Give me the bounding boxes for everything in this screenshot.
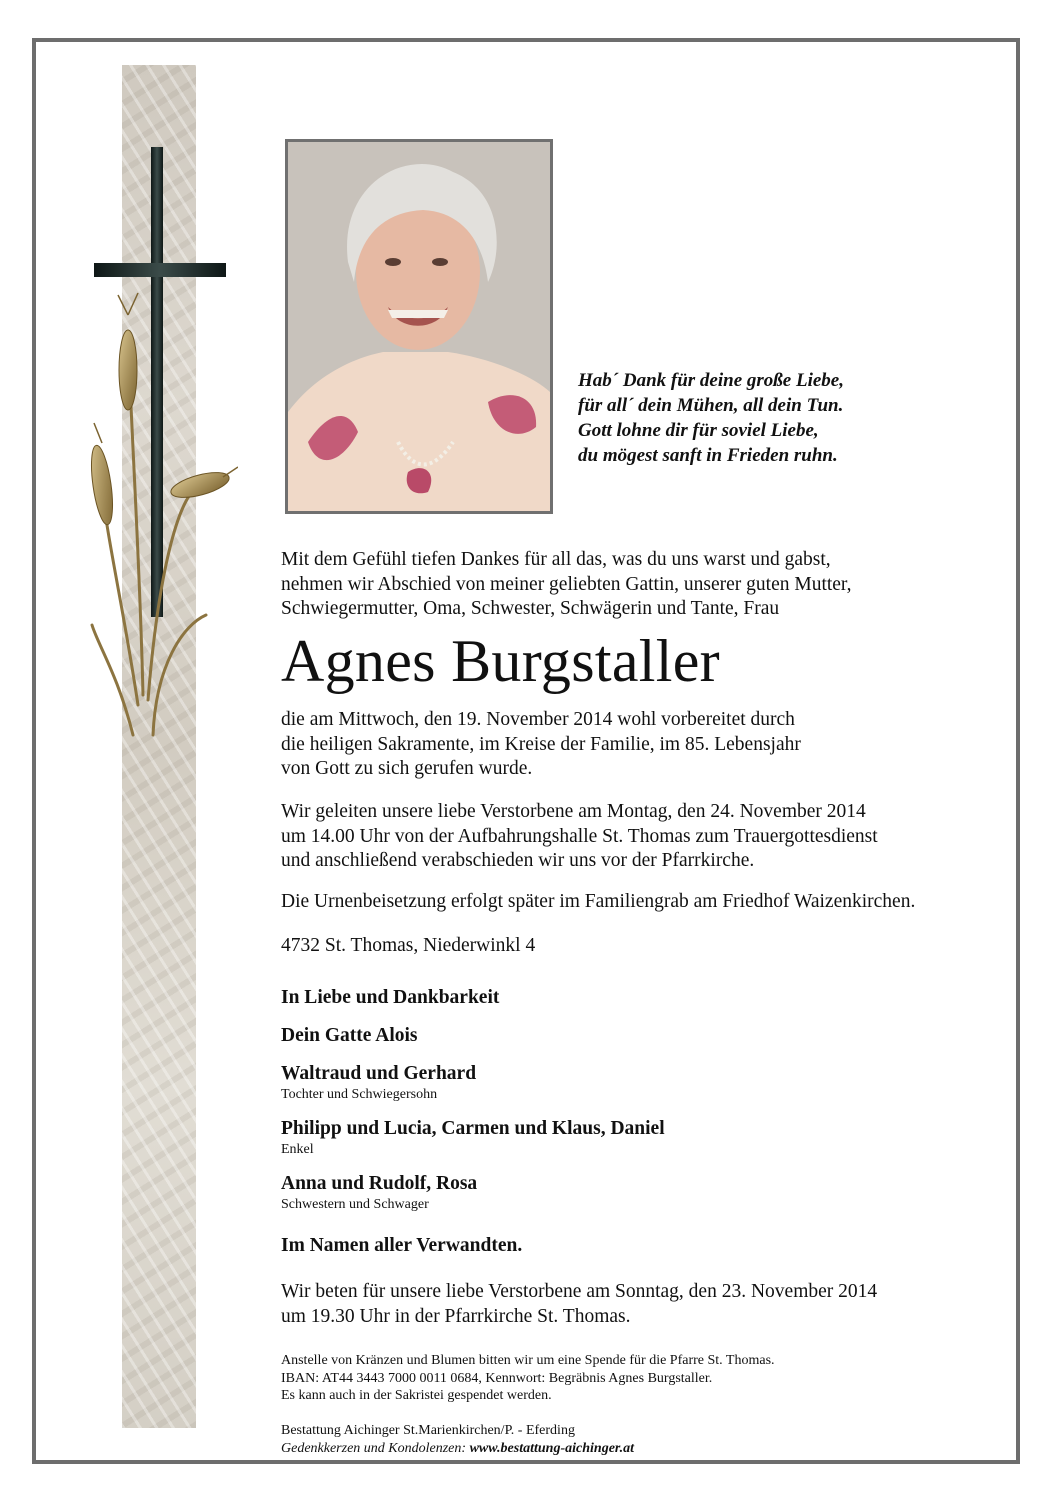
address: 4732 St. Thomas, Niederwinkl 4	[281, 935, 536, 956]
mourner-names: Philipp und Lucia, Carmen und Klaus, Daniel	[281, 1118, 665, 1139]
urn-paragraph: Die Urnenbeisetzung erfolgt später im Familiengrab am Friedhof Waizenkirchen.	[281, 891, 916, 912]
intro-line: Mit dem Gefühl tiefen Dankes für all das, was du uns warst und gabst,	[281, 549, 831, 570]
death-line: die heiligen Sakramente, im Kreise der Familie, im 85. Lebensjahr	[281, 733, 801, 755]
poem-line: Gott lohne dir für soviel Liebe,	[578, 420, 819, 441]
poem-line: für all´ dein Mühen, all dein Tun.	[578, 395, 844, 416]
funeral-line: und anschließend verabschieden wir uns vor der Pfarrkirche.	[281, 850, 755, 871]
condolence-link[interactable]: www.bestattung-aichinger.at	[469, 1440, 634, 1456]
undertaker-name: Bestattung Aichinger St.Marienkirchen/P. - Eferding	[281, 1423, 575, 1438]
mourner-names: Anna und Rudolf, Rosa	[281, 1173, 478, 1194]
funeral-paragraph	[281, 800, 878, 874]
poem-line: Hab´ Dank für deine große Liebe,	[578, 370, 844, 391]
deceased-name: Agnes Burgstaller	[281, 628, 720, 694]
prayer-line: Wir beten für unsere liebe Verstorbene am Sonntag, den 23. November 2014	[281, 1281, 878, 1302]
donation-line: Anstelle von Kränzen und Blumen bitten wir um eine Spende für die Pfarre St. Thomas.	[281, 1353, 775, 1368]
mourner-entry	[281, 1024, 418, 1049]
condolence-label: Gedenkkerzen und Kondolenzen:	[281, 1440, 467, 1456]
donation-line: Es kann auch in der Sakristei gespendet werden.	[281, 1388, 552, 1403]
prayer-line: um 19.30 Uhr in der Pfarrkirche St. Thomas.	[281, 1305, 631, 1327]
intro-line: Schwiegermutter, Oma, Schwester, Schwägerin und Tante, Frau	[281, 598, 780, 619]
donation-line: IBAN: AT44 3443 7000 0011 0684, Kennwort: Begräbnis Agnes Burgstaller.	[281, 1370, 713, 1386]
mourner-relation: Schwestern und Schwager	[281, 1196, 429, 1212]
prayer-paragraph	[281, 1280, 877, 1329]
mourner-entry	[281, 1172, 477, 1213]
donation-note	[281, 1352, 775, 1405]
mourner-names: Dein Gatte Alois	[281, 1025, 418, 1046]
funeral-line: um 14.00 Uhr von der Aufbahrungshalle St. Thomas zum Trauergottesdienst	[281, 825, 878, 847]
intro-line: nehmen wir Abschied von meiner geliebten Gattin, unserer guten Mutter,	[281, 573, 852, 595]
death-line: die am Mittwoch, den 19. November 2014 wohl vorbereitet durch	[281, 709, 795, 730]
mourner-entry	[281, 1062, 476, 1103]
mourner-relation: Enkel	[281, 1141, 314, 1157]
cross-with-wheat-icon	[88, 145, 238, 745]
death-paragraph	[281, 708, 801, 782]
mourner-names: Waltraud und Gerhard	[281, 1063, 477, 1084]
undertaker-footer	[281, 1422, 634, 1457]
poem-line: du mögest sanft in Frieden ruhn.	[578, 445, 838, 466]
memorial-poem	[578, 368, 978, 468]
mourners-heading: In Liebe und Dankbarkeit	[281, 987, 500, 1008]
mourner-entry	[281, 1117, 665, 1158]
mourner-relation: Tochter und Schwiegersohn	[281, 1086, 438, 1102]
death-line: von Gott zu sich gerufen wurde.	[281, 758, 533, 779]
portrait-photo	[285, 139, 553, 514]
intro-paragraph	[281, 548, 852, 622]
funeral-line: Wir geleiten unsere liebe Verstorbene am Montag, den 24. November 2014	[281, 801, 866, 822]
relatives-line: Im Namen aller Verwandten.	[281, 1235, 523, 1256]
